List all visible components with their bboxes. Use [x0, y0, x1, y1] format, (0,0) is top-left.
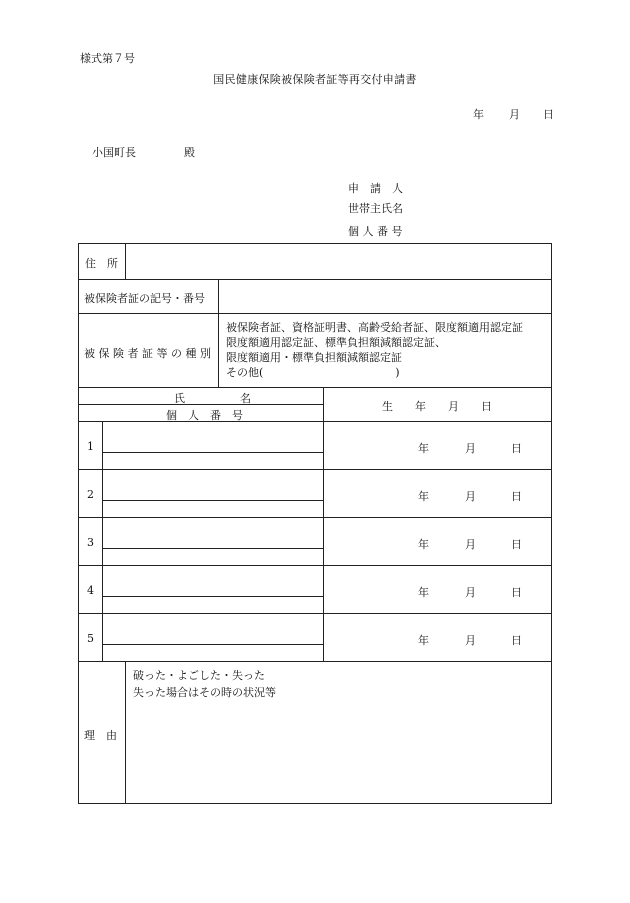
- doc-type-list: [226, 320, 523, 380]
- row-day: 日: [511, 538, 522, 551]
- row-day: 日: [511, 442, 522, 455]
- honorific: 殿: [184, 146, 195, 159]
- reason-options: 破った・よごした・失った: [133, 669, 265, 682]
- page-title: 国民健康保険被保険者証等再交付申請書: [213, 73, 417, 86]
- row-day: 日: [511, 586, 522, 599]
- row-month: 月: [465, 634, 476, 647]
- date-year: 年: [473, 108, 484, 121]
- personal-number-header: 個 人 番 号: [166, 409, 243, 422]
- row-number: 4: [87, 584, 94, 597]
- row-year: 年: [418, 634, 429, 647]
- applicant-label: 申 請 人: [348, 182, 403, 195]
- row-year: 年: [418, 490, 429, 503]
- householder-name-label: 世帯主氏名: [348, 202, 403, 215]
- doc-type-option: 被保険者証、資格証明書、高齢受給者証、限度額適用認定証: [226, 321, 523, 334]
- address-label: 住 所: [85, 257, 118, 270]
- reason-label: 理 由: [84, 729, 117, 742]
- reason-circumstances: 失った場合はその時の状況等: [133, 686, 276, 699]
- name-header: 氏 名: [174, 392, 251, 405]
- insurance-number-label: 被保険者証の記号・番号: [84, 292, 205, 305]
- reason-content: [133, 667, 276, 701]
- form-number: 様式第７号: [80, 52, 135, 65]
- row-day: 日: [511, 634, 522, 647]
- row-number: 1: [87, 440, 94, 453]
- doc-type-option: 限度額適用・標準負担額減額認定証: [226, 351, 402, 364]
- doc-type-option: その他( ): [226, 366, 400, 379]
- row-month: 月: [465, 442, 476, 455]
- row-number: 5: [87, 632, 94, 645]
- row-month: 月: [465, 490, 476, 503]
- doc-type-label: 被 保 険 者 証 等 の 種 別: [84, 347, 211, 360]
- date-month: 月: [509, 108, 520, 121]
- row-number: 3: [87, 536, 94, 549]
- birth-date-header: 生 年 月 日: [382, 400, 492, 413]
- addressee: 小国町長: [92, 146, 136, 159]
- row-number: 2: [87, 488, 94, 501]
- row-month: 月: [465, 538, 476, 551]
- row-year: 年: [418, 442, 429, 455]
- applicant-personal-number-label: 個 人 番 号: [348, 225, 403, 238]
- row-day: 日: [511, 490, 522, 503]
- date-day: 日: [543, 108, 554, 121]
- row-year: 年: [418, 538, 429, 551]
- doc-type-option: 限度額適用認定証、標準負担額減額認定証、: [226, 336, 446, 349]
- row-year: 年: [418, 586, 429, 599]
- row-month: 月: [465, 586, 476, 599]
